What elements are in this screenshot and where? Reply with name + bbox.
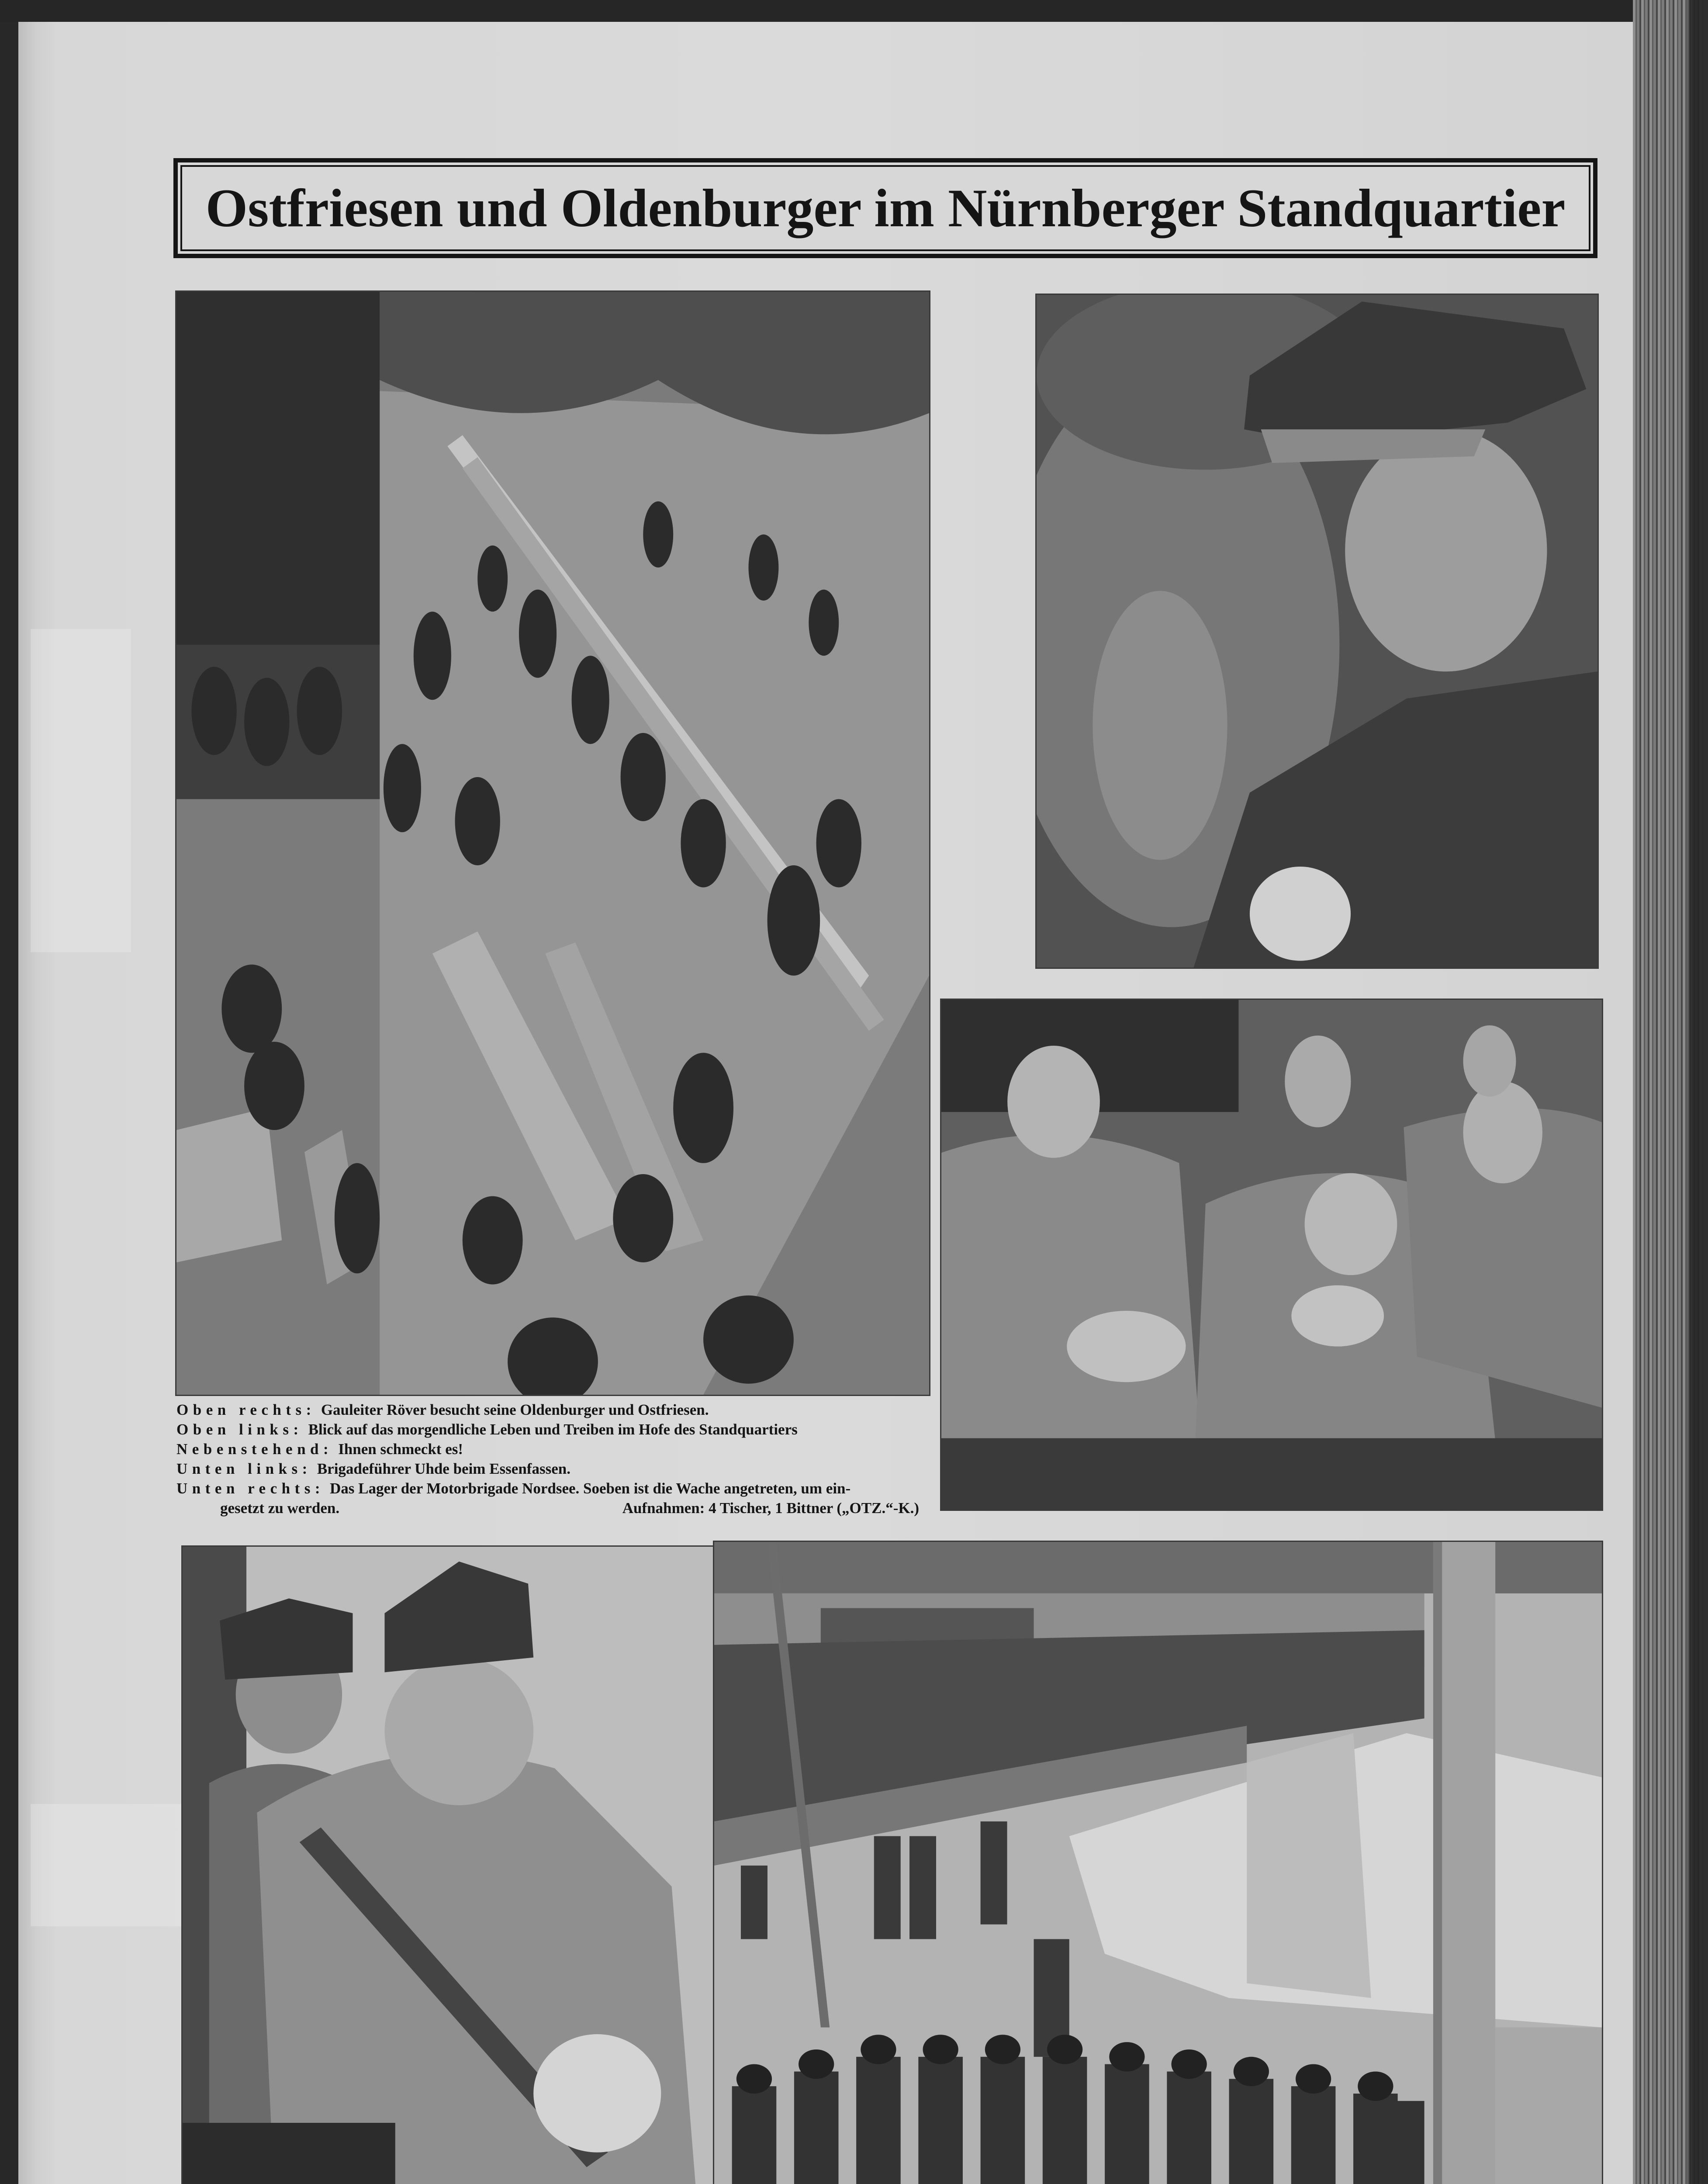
tape-patch	[31, 629, 131, 952]
caption-line	[176, 1439, 919, 1459]
caption-text: Blick auf das morgendliche Leben und Treiben im Hofe des Standquartiers	[308, 1421, 798, 1438]
photo-men-eating-graphic	[941, 1000, 1602, 1510]
caption-label: Oben links:	[176, 1421, 303, 1438]
caption-label: Nebenstehend:	[176, 1441, 333, 1458]
caption-text: Ihnen schmeckt es!	[338, 1441, 463, 1458]
photo-gauleiter-portrait	[1037, 295, 1597, 968]
caption-continuation: gesetzt zu werden.	[220, 1500, 340, 1517]
scan-top-edge	[0, 0, 1633, 22]
photo-brigadefuehrer	[183, 1547, 714, 2184]
caption-text: Brigadeführer Uhde beim Essenfassen.	[317, 1460, 570, 1477]
caption-last-line	[176, 1498, 919, 1518]
caption-line	[176, 1420, 919, 1439]
caption-text: Gauleiter Röver besucht seine Oldenburger und Ostfriesen.	[321, 1401, 709, 1418]
caption-label: Unten rechts:	[176, 1480, 325, 1497]
photo-courtyard	[176, 292, 929, 1395]
book-edge	[1633, 0, 1708, 2184]
photo-camp-graphic	[714, 1542, 1602, 2184]
photo-gauleiter-graphic	[1037, 295, 1597, 968]
caption-label: Oben rechts:	[176, 1401, 316, 1418]
photo-captions	[176, 1400, 919, 1518]
caption-line	[176, 1400, 919, 1420]
photo-camp-motorbrigade	[714, 1542, 1602, 2184]
caption-line	[176, 1459, 919, 1479]
tape-patch	[31, 1804, 181, 1926]
caption-label: Unten links:	[176, 1460, 312, 1477]
headline-box	[173, 158, 1597, 258]
headline: Ostfriesen und Oldenburger im Nürnberger Standquartier	[205, 178, 1566, 238]
photo-men-eating	[941, 1000, 1602, 1510]
caption-line	[176, 1479, 919, 1498]
caption-text: Das Lager der Motorbrigade Nordsee. Soeben ist die Wache angetreten, um ein-	[330, 1480, 851, 1497]
photo-credits: Aufnahmen: 4 Tischer, 1 Bittner („OTZ.“-K.)	[622, 1500, 919, 1517]
photo-brigadefuehrer-graphic	[183, 1547, 714, 2184]
photo-courtyard-graphic	[176, 292, 929, 1395]
